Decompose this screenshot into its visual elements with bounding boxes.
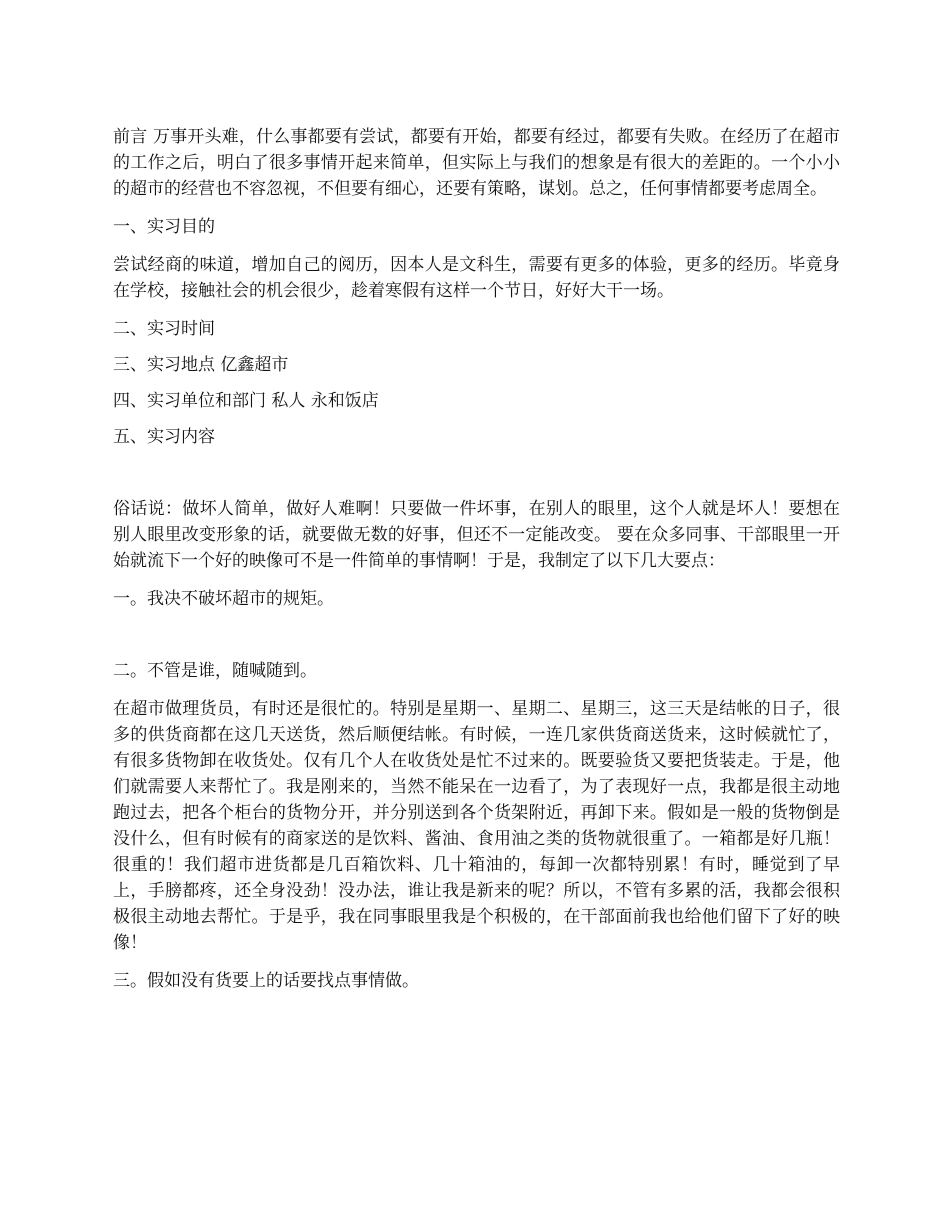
purpose-paragraph: 尝试经商的味道，增加自己的阅历，因本人是文科生，需要有更多的体验，更多的经历。毕竟身在学校，接触社会的机会很少，趁着寒假有这样一个节日，好好大干一场。: [113, 255, 840, 301]
section-heading-time: 二、实习时间: [113, 319, 215, 339]
section-heading-location: 三、实习地点 亿鑫超市: [113, 355, 289, 375]
document-page: [113, 124, 840, 994]
point-two-paragraph: 在超市做理货员，有时还是很忙的。特别是星期一、星期二、星期三，这三天是结帐的日子，很多的供货商都在这几天送货，然后顺便结帐。有时候，一连几家供货商送货来，这时候就忙了，有很多货物卸在收货处。仅有几个人在收货处是忙不过来的。既要验货又要把货装走。于是，他们就需要人来帮忙了。我是刚来的，当然不能呆在一边看了，为了表现好一点，我都是很主动地跑过去，把各个柜台的货物分开，并分别送到各个货架附近，再卸下来。假如是一般的货物倒是没什么，但有时候有的商家送的是饮料、酱油、食用油之类的货物就很重了。一箱都是好几瓶！很重的！我们超市进货都是几百箱饮料、几十箱油的，每卸一次都特别累！有时，睡觉到了早上，手膀都疼，还全身没劲！没办法，谁让我是新来的呢？所以，不管有多累的活，我都会很积极很主动地去帮忙。于是乎，我在同事眼里我是个积极的，在干部面前我也给他们留下了好的映像！: [113, 699, 840, 953]
point-two: 二。不管是谁，随喊随到。: [113, 661, 317, 681]
section-heading-unit: 四、实习单位和部门 私人 永和饭店: [113, 391, 379, 411]
point-one: 一。我决不破坏超市的规矩。: [113, 589, 334, 609]
content-intro-paragraph: 俗话说：做坏人简单，做好人难啊！只要做一件坏事，在别人的眼里，这个人就是坏人！要想在别人眼里改变形象的话，就要做无数的好事，但还不一定能改变。 要在众多同事、干部眼里一开始就流下一个好的映像可不是一件简单的事情啊！于是，我制定了以下几大要点：: [113, 499, 840, 571]
intro-paragraph: 前言 万事开头难，什么事都要有尝试，都要有开始，都要有经过，都要有失败。在经历了在超市的工作之后，明白了很多事情开起来简单，但实际上与我们的想象是有很大的差距的。一个小小的超市的经营也不容忽视，不但要有细心，还要有策略，谋划。总之，任何事情都要考虑周全。: [113, 127, 840, 199]
section-heading-purpose: 一、实习目的: [113, 217, 215, 237]
section-heading-content: 五、实习内容: [113, 427, 215, 447]
point-three: 三。假如没有货要上的话要找点事情做。: [113, 971, 419, 991]
